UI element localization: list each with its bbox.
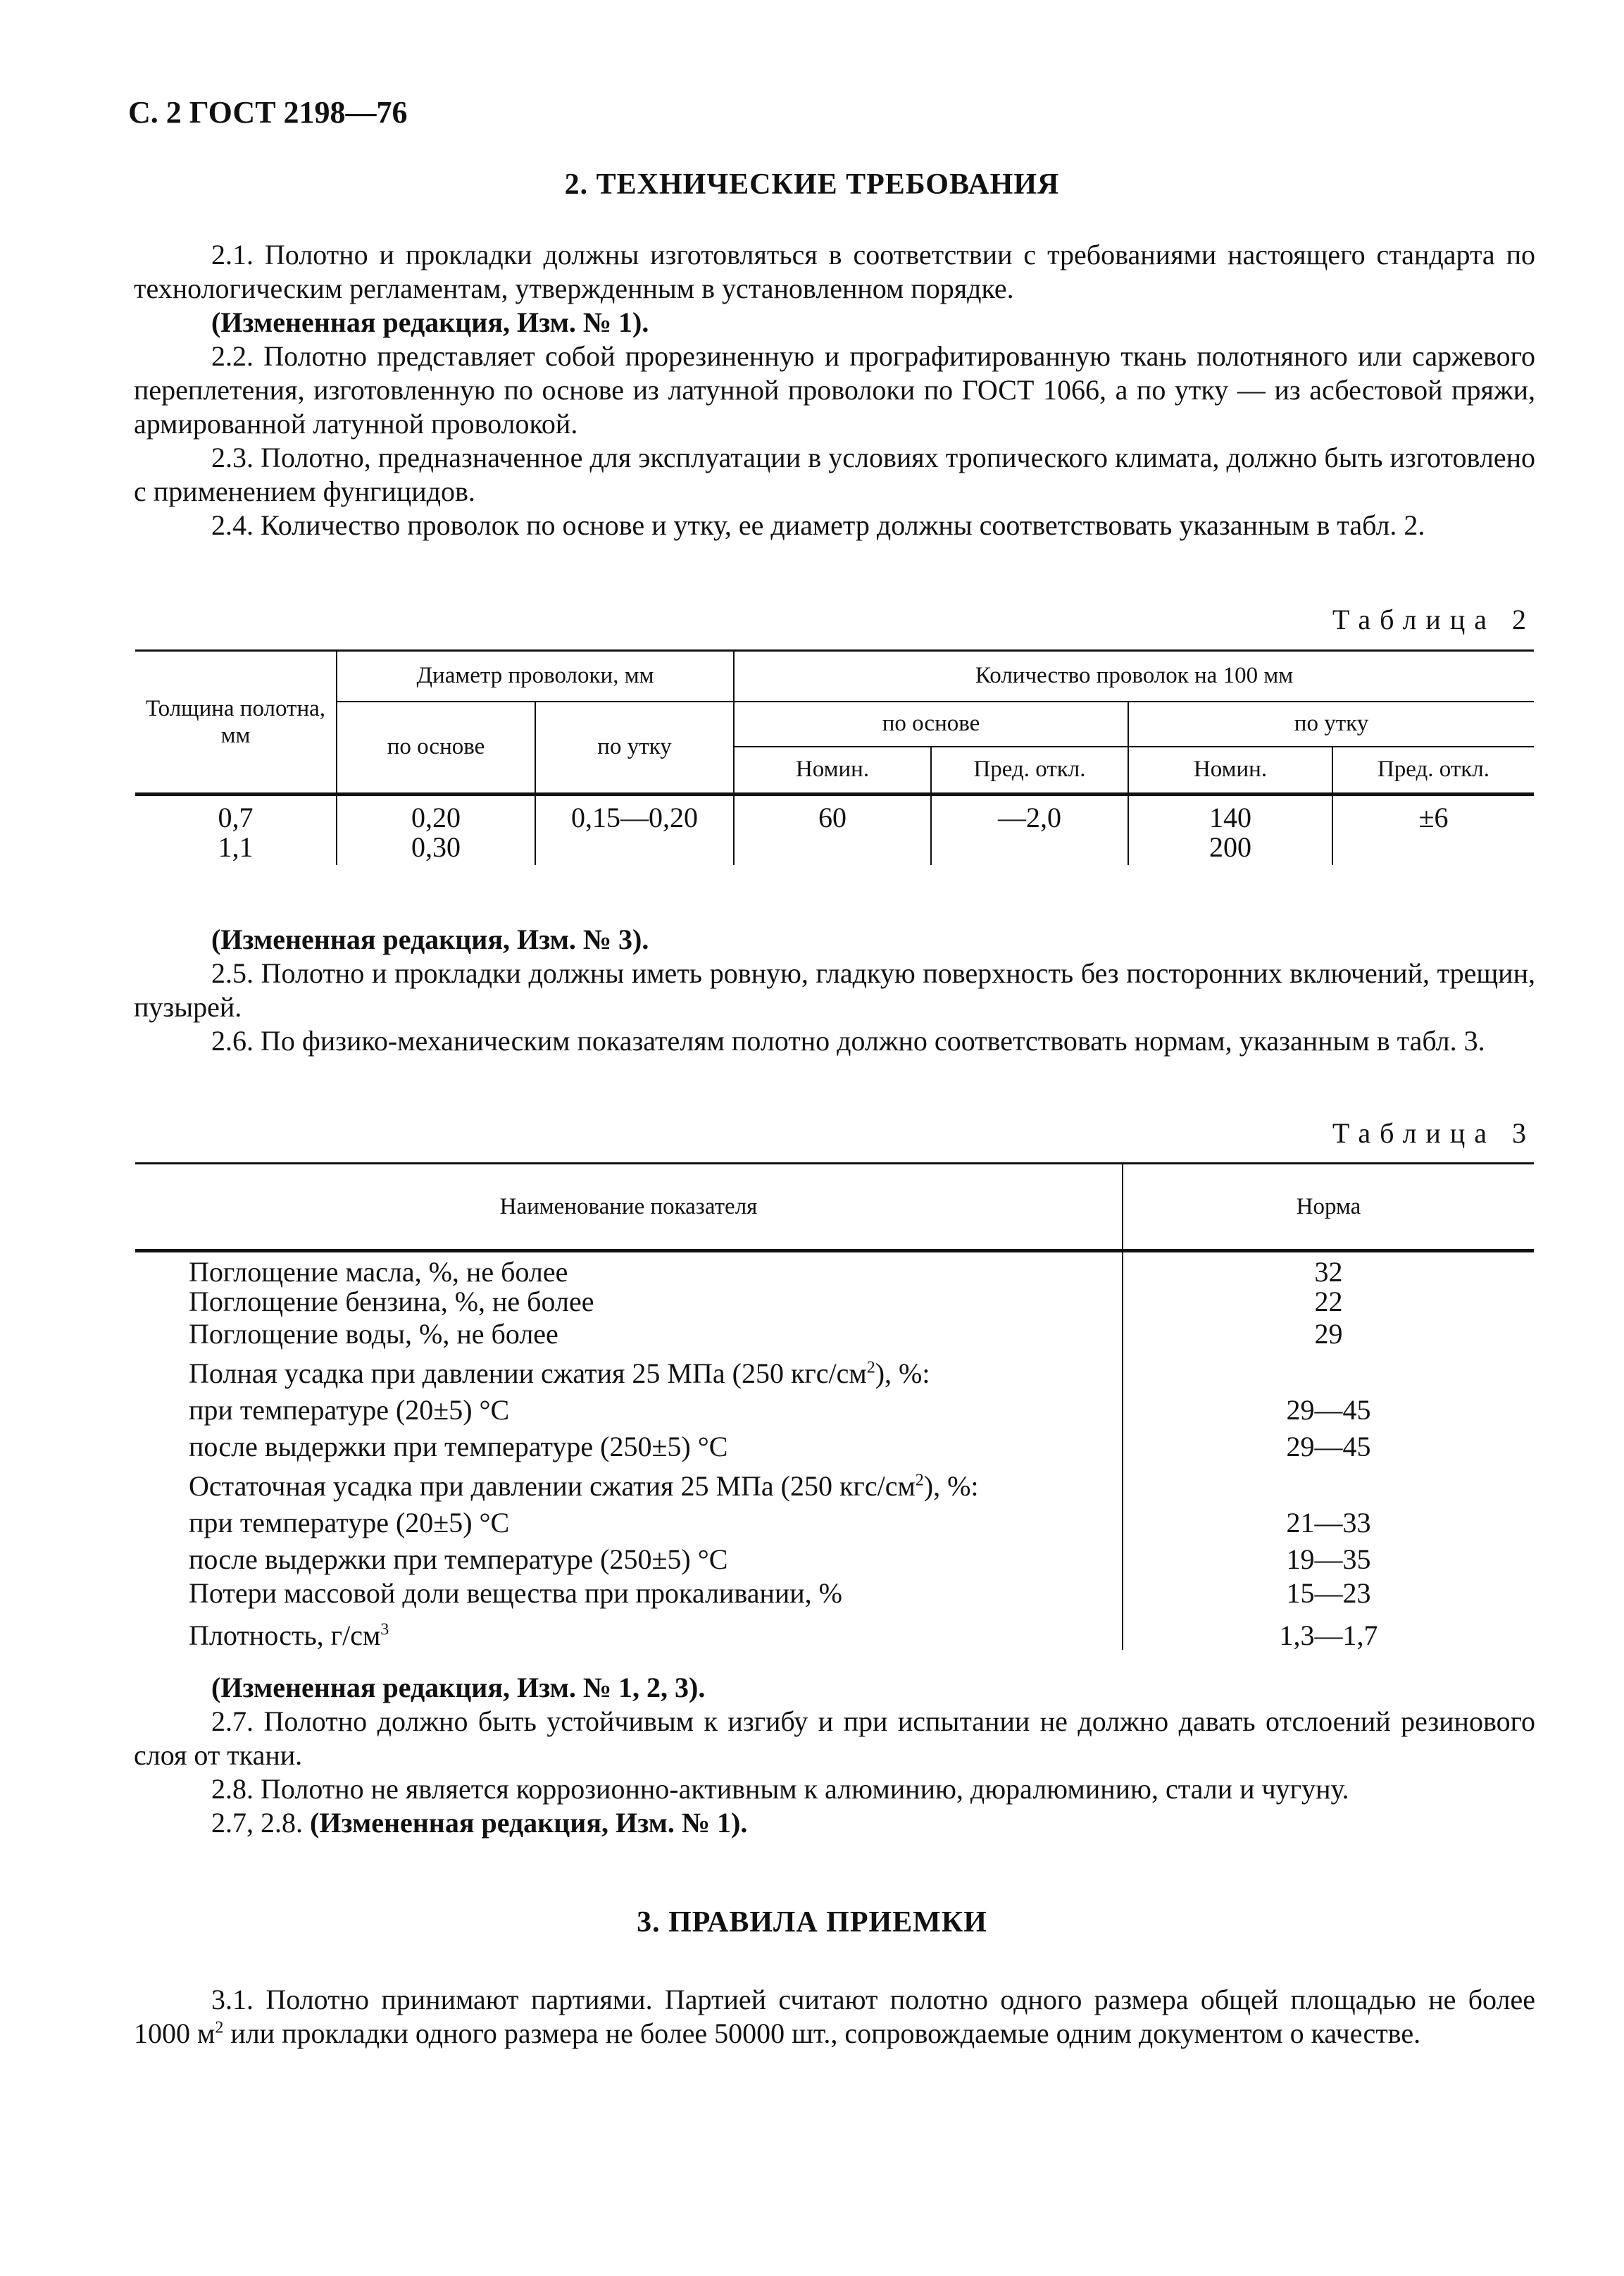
t2-cell-weft-dev: ±6 [1332, 795, 1534, 866]
t3-name-text: при температуре (20±5) °С [189, 1394, 510, 1426]
t2-thickness-1: 0,7 [218, 802, 254, 833]
table3-row [135, 1251, 1534, 1287]
section-2-body-bottom [134, 1671, 1535, 1840]
t3-header-norm: Норма [1123, 1164, 1534, 1251]
t3-cell-norm: 22 [1123, 1286, 1534, 1316]
para-3-1-sup: 2 [215, 2018, 224, 2037]
t3-cell-name [135, 1607, 1123, 1650]
table3-row [135, 1574, 1534, 1607]
para-3-1 [134, 1983, 1535, 2051]
t3-cell-name [135, 1424, 1123, 1461]
t3-name-text: Поглощение воды, %, не более [189, 1318, 558, 1350]
t2-thickness-2: 1,1 [218, 831, 254, 863]
para-2-8: 2.8. Полотно не является коррозионно-активным к алюминию, дюралюминию, стали и чугуну. [211, 1773, 1349, 1805]
t2-header-weft-dev: Пред. откл. [1332, 747, 1534, 795]
t3-cell-norm: 21—33 [1123, 1500, 1534, 1537]
para-2-7-8-note [134, 1806, 1535, 1840]
para-2-4-change: (Измененная редакция, Изм. № 3). [211, 924, 649, 955]
t3-cell-norm [1123, 1461, 1534, 1500]
t2-header-diameter: Диаметр проволоки, мм [337, 651, 734, 702]
t2-header-warp-nom: Номин. [734, 747, 931, 795]
table3-row [135, 1500, 1534, 1537]
t2-header-count: Количество проволок на 100 мм [734, 651, 1534, 702]
t3-name-tail: ), %: [875, 1357, 930, 1389]
t3-body [135, 1251, 1534, 1650]
t2-diam-warp-2: 0,30 [411, 831, 461, 863]
table3-row [135, 1388, 1534, 1424]
t3-name-text: Поглощение масла, %, не более [189, 1256, 568, 1288]
t3-cell-norm: 29—45 [1123, 1424, 1534, 1461]
para-2-3: 2.3. Полотно, предназначенное для эксплуатации в условиях тропического климата, должно быть изготовлено с применением фунгицидов. [134, 442, 1535, 507]
t2-cell-thickness [135, 795, 337, 866]
t2-cell-warp-dev: —2,0 [931, 795, 1128, 866]
t3-name-text: Остаточная усадка при давлении сжатия 25 МПа (250 кгс/см [189, 1470, 916, 1502]
t2-weft-nom-2: 200 [1209, 831, 1251, 863]
para-2-1: 2.1. Полотно и прокладки должны изготовляться в соответствии с требованиями настоящего стандарта по технологическим регламентам, утвержденным в установленном порядке. [134, 239, 1535, 304]
table3-row [135, 1348, 1534, 1388]
table-3-caption: Таблица 3 [1332, 1117, 1535, 1149]
t3-name-text: после выдержки при температуре (250±5) °С [189, 1431, 728, 1462]
t2-header-count-weft: по утку [1128, 702, 1534, 747]
page-header: С. 2 ГОСТ 2198—76 [128, 95, 408, 130]
t3-cell-norm: 15—23 [1123, 1574, 1534, 1607]
para-2-4: 2.4. Количество проволок по основе и утку, ее диаметр должны соответствовать указанным в табл. 2. [211, 509, 1425, 541]
para-3-1-part2: или прокладки одного размера не более 50000 шт., сопровождаемые одним документом о качестве. [223, 2017, 1421, 2049]
t2-cell-weft-nom [1128, 795, 1332, 866]
table-2-caption: Таблица 2 [1332, 604, 1535, 635]
section-3-title: 3. ПРАВИЛА ПРИЕМКИ [637, 1906, 987, 1939]
section-2-body-top [134, 238, 1535, 542]
section-2-body-mid [134, 923, 1535, 1058]
section-2-title: 2. ТЕХНИЧЕСКИЕ ТРЕБОВАНИЯ [564, 168, 1060, 201]
para-2-7-8-change: (Измененная редакция, Изм. № 1). [310, 1807, 748, 1839]
t3-cell-name [135, 1388, 1123, 1424]
t3-name-text: при температуре (20±5) °С [189, 1507, 510, 1538]
section-3-body [134, 1983, 1535, 2051]
t2-cell-diam-warp [337, 795, 535, 866]
t3-cell-norm: 1,3—1,7 [1123, 1607, 1534, 1650]
table3-row [135, 1424, 1534, 1461]
para-2-2: 2.2. Полотно представляет собой прорезиненную и прографитированную ткань полотняного или саржевого переплетения, изготовленную по основе из латунной проволоки по ГОСТ 1066, а по утку — из асбестовой пряжи, армированной латунной проволокой. [134, 340, 1535, 440]
t3-cell-name [135, 1348, 1123, 1388]
t3-cell-norm: 29 [1123, 1316, 1534, 1348]
t3-name-tail: ), %: [923, 1470, 979, 1502]
t2-header-diam-weft: по утку [535, 702, 734, 795]
t3-name-sup: 3 [380, 1620, 389, 1639]
t2-header-diam-warp: по основе [337, 702, 535, 795]
para-2-7-8-ref: 2.7, 2.8. [211, 1807, 303, 1839]
t3-header-name: Наименование показателя [135, 1164, 1123, 1251]
t2-diam-warp-1: 0,20 [411, 802, 461, 833]
t2-header-count-warp: по основе [734, 702, 1128, 747]
t3-cell-name [135, 1537, 1123, 1574]
t2-header-weft-nom: Номин. [1128, 747, 1332, 795]
para-3-1-part1: 3.1. Полотно принимают партиями. Партией считают полотно одного размера общей площадью не более 1000 м [134, 1984, 1535, 2049]
t3-name-text: после выдержки при температуре (250±5) °С [189, 1543, 728, 1575]
para-2-1-change: (Измененная редакция, Изм. № 1). [211, 306, 649, 338]
t2-cell-warp-nom: 60 [734, 795, 931, 866]
table3-row [135, 1316, 1534, 1348]
t3-name-sup: 2 [915, 1471, 924, 1490]
para-2-6-change: (Измененная редакция, Изм. № 1, 2, 3). [211, 1672, 706, 1703]
table3-row [135, 1286, 1534, 1316]
t3-name-sup: 2 [866, 1358, 875, 1377]
t3-cell-name [135, 1461, 1123, 1500]
t3-cell-name [135, 1286, 1123, 1316]
t3-cell-name [135, 1251, 1123, 1287]
t3-cell-norm: 29—45 [1123, 1388, 1534, 1424]
table3-row [135, 1607, 1534, 1650]
t3-cell-name [135, 1574, 1123, 1607]
t3-cell-name [135, 1500, 1123, 1537]
t3-cell-norm [1123, 1348, 1534, 1388]
t3-name-text: Потери массовой доли вещества при прокаливании, % [189, 1577, 842, 1609]
para-2-6: 2.6. По физико-механическим показателям полотно должно соответствовать нормам, указанным в табл. 3. [211, 1025, 1485, 1057]
t2-header-thickness: Толщина полотна, мм [135, 651, 337, 795]
table-3 [135, 1162, 1534, 1650]
t2-weft-nom-1: 140 [1209, 802, 1251, 833]
t2-header-warp-dev: Пред. откл. [931, 747, 1128, 795]
table-2 [135, 649, 1534, 865]
table3-row [135, 1537, 1534, 1574]
t3-name-text: Плотность, г/см [189, 1619, 381, 1651]
t3-name-text: Поглощение бензина, %, не более [189, 1286, 594, 1317]
t2-cell-diam-weft: 0,15—0,20 [535, 795, 734, 866]
t3-cell-norm: 32 [1123, 1251, 1534, 1287]
para-2-5: 2.5. Полотно и прокладки должны иметь ровную, гладкую поверхность без посторонних включений, трещин, пузырей. [134, 957, 1535, 1023]
para-2-7: 2.7. Полотно должно быть устойчивым к изгибу и при испытании не должно давать отслоений резинового слоя от ткани. [134, 1705, 1535, 1771]
t3-cell-norm: 19—35 [1123, 1537, 1534, 1574]
t3-name-text: Полная усадка при давлении сжатия 25 МПа (250 кгс/см [189, 1357, 867, 1389]
t3-cell-name [135, 1316, 1123, 1348]
table3-row [135, 1461, 1534, 1500]
